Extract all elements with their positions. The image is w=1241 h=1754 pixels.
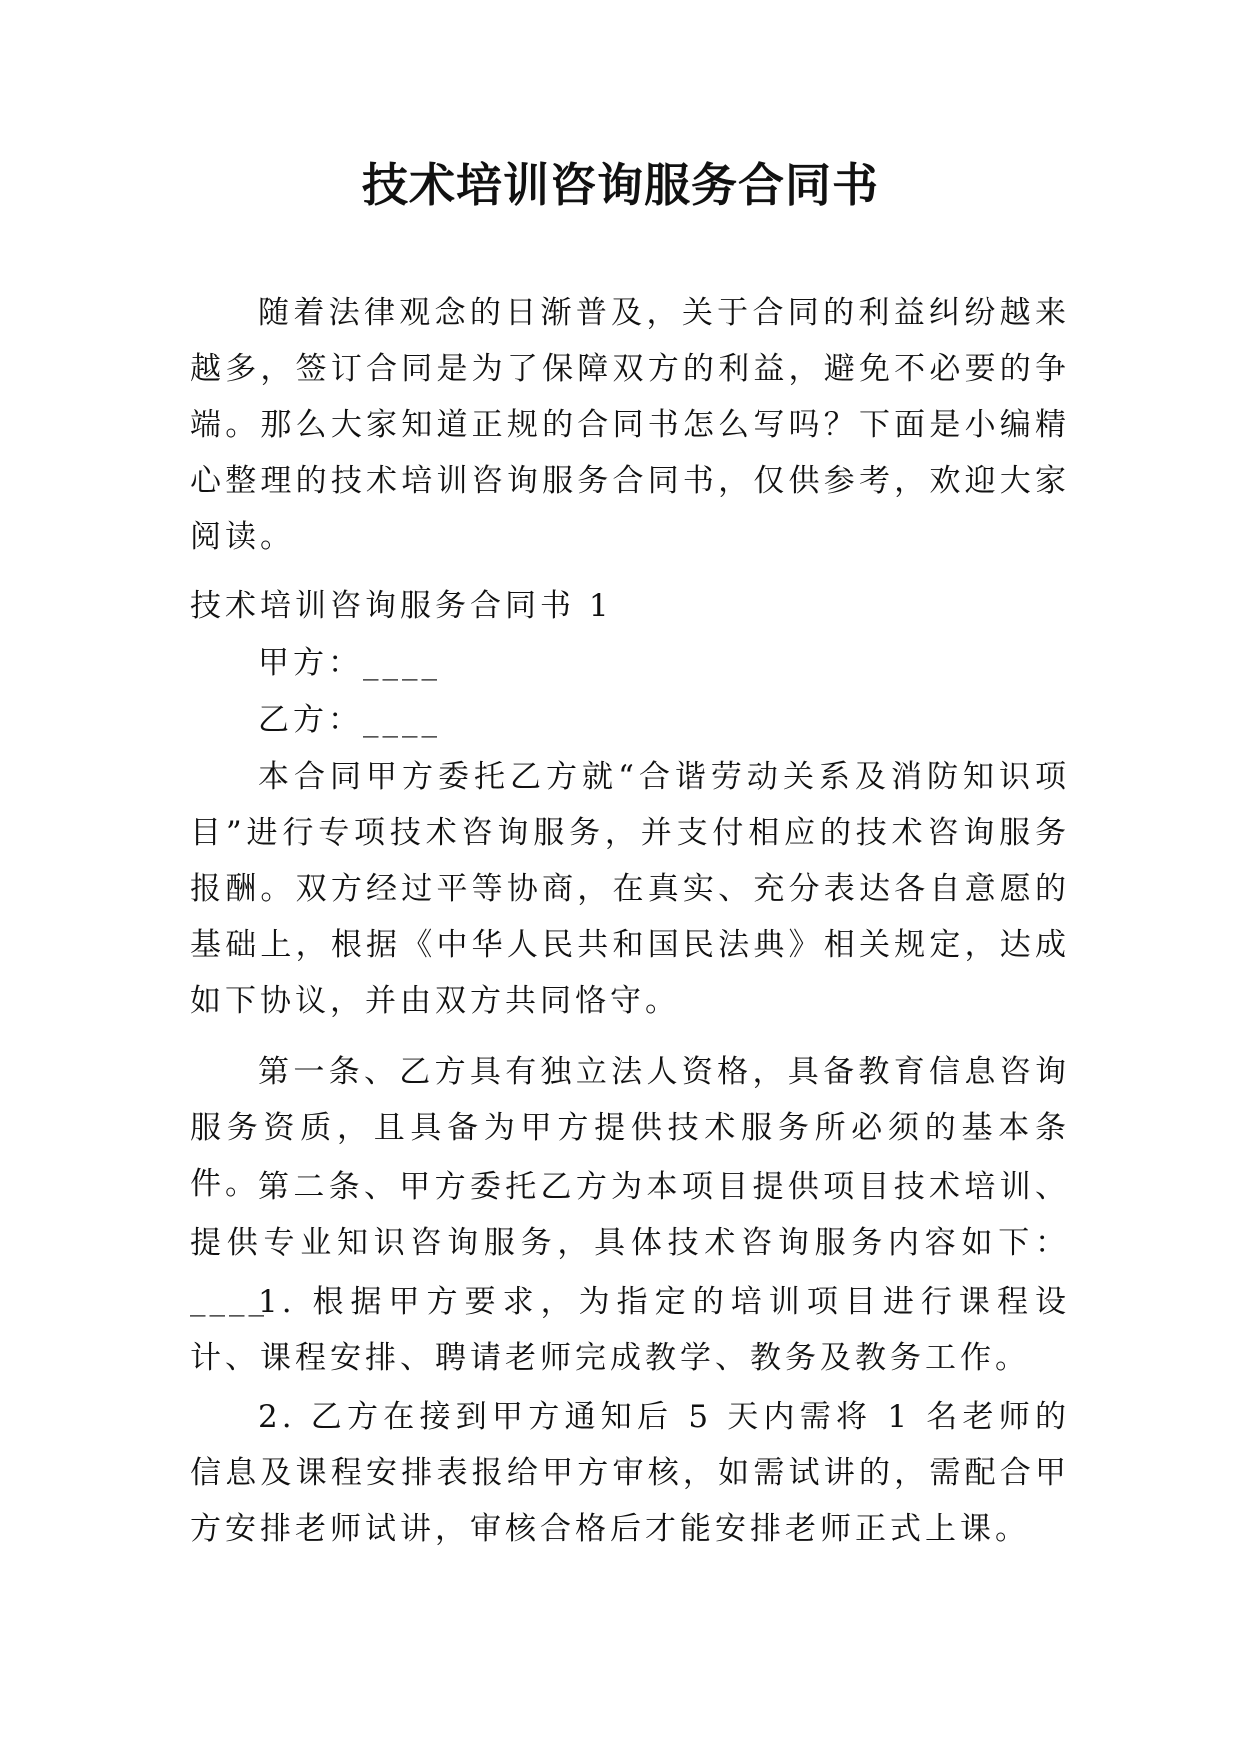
list-item-1: 1. 根据甲方要求，为指定的培训项目进行课程设计、课程安排、聘请老师完成教学、教务及教务工作。: [190, 1284, 1070, 1376]
list-item-2: 2. 乙方在接到甲方通知后 5 天内需将 1 名老师的信息及课程安排表报给甲方审核，如需试讲的，需配合甲方安排老师试讲，审核合格后才能安排老师正式上课。: [190, 1399, 1070, 1547]
preamble-paragraph: 本合同甲方委托乙方就“合谐劳动关系及消防知识项目”进行专项技术咨询服务，并支付相应的技术咨询服务报酬。双方经过平等协商，在真实、充分表达各自意愿的基础上，根据《中华人民共和国民法典》相关规定，达成如下协议，并由双方共同恪守。: [190, 759, 1070, 1019]
party-b-line: 乙方：____: [258, 702, 441, 738]
article-1-paragraph: 第一条、乙方具有独立法人资格，具备教育信息咨询服务资质，且具备为甲方提供技术服务所必须的基本条件。: [190, 1054, 1070, 1202]
intro-paragraph: 随着法律观念的日渐普及，关于合同的利益纠纷越来越多，签订合同是为了保障双方的利益，避免不必要的争端。那么大家知道正规的合同书怎么写吗？下面是小编精心整理的技术培训咨询服务合同书，仅供参考，欢迎大家阅读。: [190, 295, 1070, 555]
document-title: 技术培训咨询服务合同书: [362, 158, 879, 212]
article-2-paragraph: 第二条、甲方委托乙方为本项目提供项目技术培训、提供专业知识咨询服务，具体技术咨询服务内容如下：____: [190, 1169, 1070, 1317]
section-heading: 技术培训咨询服务合同书 1: [190, 588, 613, 624]
party-a-line: 甲方：____: [258, 645, 441, 681]
